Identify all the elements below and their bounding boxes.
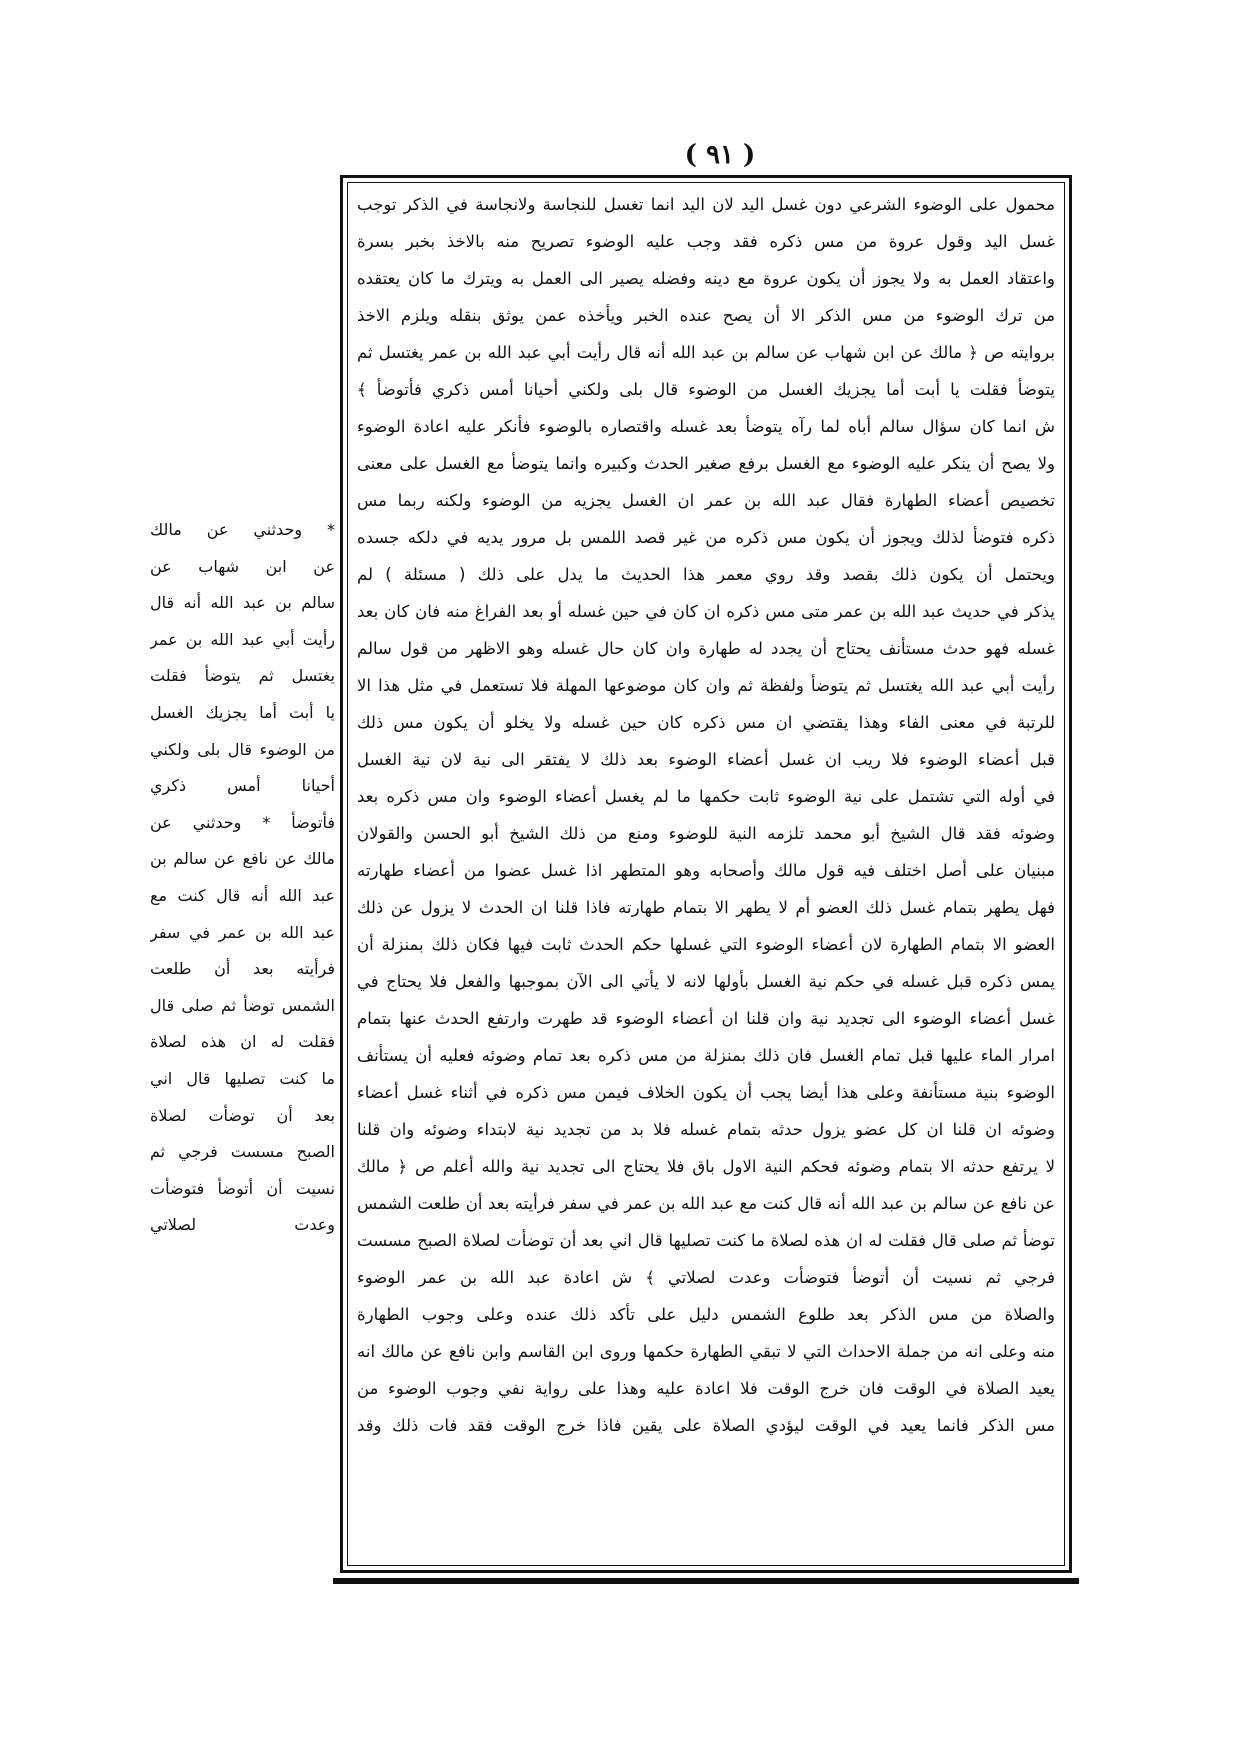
margin-text-line: الشمس توضأ ثم صلى قال — [150, 995, 335, 1015]
margin-text-line: سالم بن عبد الله أنه قال — [150, 593, 335, 613]
margin-text-line: فقلت له ان هذه لصلاة — [150, 1032, 335, 1052]
main-text-line: وضوئه فقد قال الشيخ أبو محمد تلزمه النية للوضوء ومنع من ذلك الشيخ أبو الحسن والقولان — [357, 824, 1055, 843]
margin-text-line: الصبح مسست فرجي ثم — [150, 1142, 335, 1162]
margin-text-line: فرأيته بعد أن طلعت — [150, 959, 335, 979]
main-text-line: امرار الماء عليها قبل تمام الغسل فان ذلك بمنزلة من مس ذكره بعد تمام وضوئه فعليه أن يستأنف — [357, 1046, 1055, 1065]
margin-text-line: نسيت أن أتوضأ فتوضأت — [150, 1178, 335, 1198]
margin-text-line: رأيت أبي عبد الله بن عمر — [150, 629, 335, 649]
main-text-line: يعيد الصلاة في الوقت فان خرج الوقت فلا اعادة عليه وهذا على رواية نفي وجوب الوضوء من — [357, 1379, 1055, 1398]
main-text-line: ش انما كان سؤال سالم أباه لما رآه يتوضأ بعد غسله واقتصاره بالوضوء فأنكر عليه اعادة الوضوء — [357, 417, 1055, 436]
main-text-line: ويحتمل أن يكون ذلك بقصد وقد روي معمر هذا الحديث ما يدل على ذلك ( مسئلة ) لم — [357, 565, 1055, 584]
main-text-line: تخصيص أعضاء الطهارة فقال عبد الله بن عمر ان الغسل يجزيه من الوضوء ولكنه ربما مس — [357, 491, 1055, 510]
margin-text-line: * وحدثني عن مالك — [150, 520, 335, 539]
main-text-line: للرتبة في معنى الفاء وهذا يقتضي ان مس ذكره كان حين غسله ولا يخلو أن يكون مس ذلك — [357, 713, 1055, 732]
main-text-line: يتوضأ فقلت يا أبت أما يجزيك الغسل من الوضوء قال بلى ولكني أحيانا أمس ذكري فأتوضأ ﴾ — [357, 380, 1055, 399]
main-text-line: غسل اليد وقول عروة من مس ذكره فقد وجب عليه الوضوء تصريح منه بالاخذ بخبر بسرة — [357, 232, 1055, 251]
main-text-line: وضوئه ان قلنا ان كل عضو يزول حدثه بتمام غسله فلا بد من تجديد نية لابتداء وضوئه وان قلنا — [357, 1120, 1055, 1139]
main-text-line: يمس ذكره قبل غسله في حكم نية الغسل بأولها لانه لا يأتي الى الآن بموجبها والفعل فلا يحتاج في — [357, 972, 1055, 991]
margin-text-line: مالك عن نافع عن سالم بن — [150, 849, 335, 869]
margin-text-line: يغتسل ثم يتوضأ فقلت — [150, 666, 335, 686]
main-text-line: رأيت أبي عبد الله يغتسل ثم يتوضأ ولفظة ثم وان كان موضوعها المهلة فلا تستعمل في مثل هذا الا — [357, 676, 1055, 695]
main-commentary-text — [357, 186, 1055, 1562]
main-text-line: غسله فهو حدث مستأنف يحتاج أن يجدد له طهارة وان كان حال غسله وهو الاظهر من قول سالم — [357, 639, 1055, 658]
main-text-line: العضو الا بتمام الطهارة لان أعضاء الوضوء التي غسلها حكم الحدث ثابت فيها فكان ذلك بمنزلة أن — [357, 935, 1055, 954]
margin-text-line: عبد الله أنه قال كنت مع — [150, 885, 335, 905]
main-text-line: توضأ ثم صلى قال فقلت له ان هذه لصلاة ما كنت تصليها قال اني بعد أن توضأت لصلاة الصبح مسست — [357, 1231, 1055, 1250]
main-text-line: محمول على الوضوء الشرعي دون غسل اليد لان اليد انما تغسل للنجاسة ولانجاسة في الذكر توجب — [357, 195, 1055, 214]
main-text-frame — [340, 175, 1072, 1573]
main-text-line: فهل يطهر بتمام غسل ذلك العضو أم لا يطهر الا بتمام طهارته فاذا قلنا ان الحدث لا يزول عن ذلك — [357, 898, 1055, 917]
main-text-line: واعتقاد العمل به ولا يجوز أن يكون عروة مع دينه وفضله يصير الى العمل به ويترك ما كان يعتقده — [357, 269, 1055, 288]
margin-hadith-text — [150, 512, 335, 1244]
margin-text-line: بعد أن توضأت لصلاة — [150, 1105, 335, 1125]
main-text-line: لا يرتفع حدثه الا بتمام وضوئه فحكم النية الاول باق فلا يحتاج الى تجديد نية والله أعلم ص ﴿ مالك — [357, 1157, 1055, 1176]
margin-text-line: ما كنت تصليها قال اني — [150, 1068, 335, 1088]
page-number: ( ٩١ ) — [684, 140, 756, 170]
main-text-line: عن نافع عن سالم بن عبد الله أنه قال كنت مع عبد الله بن عمر في سفر فرأيته بعد أن طلعت الشمس — [357, 1194, 1055, 1213]
margin-text-line: وعدت لصلاتي — [150, 1215, 335, 1235]
main-text-line: من ترك الوضوء من مس الذكر الا أن يصح عنده الخبر ويأخذه عمن يوثق بنقله ويلزم الاخذ — [357, 306, 1055, 325]
main-text-line: والصلاة من مس الذكر بعد طلوع الشمس دليل على تأكد ذلك عنده وعلى وجوب الطهارة — [357, 1305, 1055, 1324]
main-text-line: في أوله التي تشتمل على نية الوضوء ثابت حكمها ما لم يغسل أعضاء الوضوء وان مس ذكره بعد — [357, 787, 1055, 806]
main-text-line: مبنيان على أصل اختلف فيه قول مالك وأصحابه وهو المتطهر اذا غسل عضوا من أعضاء طهارته — [357, 861, 1055, 880]
main-text-line: بروايته ص ﴿ مالك عن ابن شهاب عن سالم بن عبد الله أنه قال رأيت أبي عبد الله بن عمر يغتسل ثم — [357, 343, 1055, 362]
main-text-line: ولا يصح أن ينكر عليه الوضوء مع الغسل برفع صغير الحدث وكبيره وانما يتوضأ مع الغسل على معنى — [357, 454, 1055, 473]
margin-text-line: من الوضوء قال بلى ولكني — [150, 739, 335, 759]
main-text-line: الوضوء بنية مستأنفة وعلى هذا أيضا يجب أن يكون الخلاف فيمن مس ذكره في أثناء غسل أعضاء — [357, 1083, 1055, 1102]
main-text-line: مس الذكر فانما يعيد في الوقت ليؤدي الصلاة على يقين فاذا خرج الوقت فقد فات ذلك وقد — [357, 1416, 1055, 1435]
margin-text-line: فأتوضأ * وحدثني عن — [150, 812, 335, 832]
margin-text-line: يا أبت أما يجزيك الغسل — [150, 702, 335, 722]
main-text-line: ذكره فتوضأ لذلك ويجوز أن يكون مس ذكره من غير قصد اللمس بل مرور يديه في دلكه جسده — [357, 528, 1055, 547]
margin-text-line: عن ابن شهاب عن — [150, 556, 335, 576]
margin-text-line: أحيانا أمس ذكري — [150, 776, 335, 796]
main-text-line: فرجي ثم نسيت أن أتوضأ فتوضأت وعدت لصلاتي ﴾ ش اعادة عبد الله بن عمر الوضوء — [357, 1268, 1055, 1287]
main-text-line: قبل أعضاء الوضوء فلا ريب ان غسل أعضاء الوضوء بعد ذلك لا يفتقر الى نية لان نية الغسل — [357, 750, 1055, 769]
main-text-line: يذكر في حديث عبد الله بن عمر متى مس ذكره ان كان في حين غسله أو بعد الفراغ منه فان كان بعد — [357, 602, 1055, 621]
main-text-line: غسل أعضاء الوضوء الى تجديد نية وان قلنا ان أعضاء الوضوء قد طهرت وارتفع الحدث عنها بتمام — [357, 1009, 1055, 1028]
main-text-line: منه وعلى انه من جملة الاحداث التي لا تبقي الطهارة حكمها وروى ابن القاسم وابن نافع عن مالك انه — [357, 1342, 1055, 1361]
bottom-rule — [333, 1578, 1079, 1584]
margin-text-line: عبد الله بن عمر في سفر — [150, 922, 335, 942]
